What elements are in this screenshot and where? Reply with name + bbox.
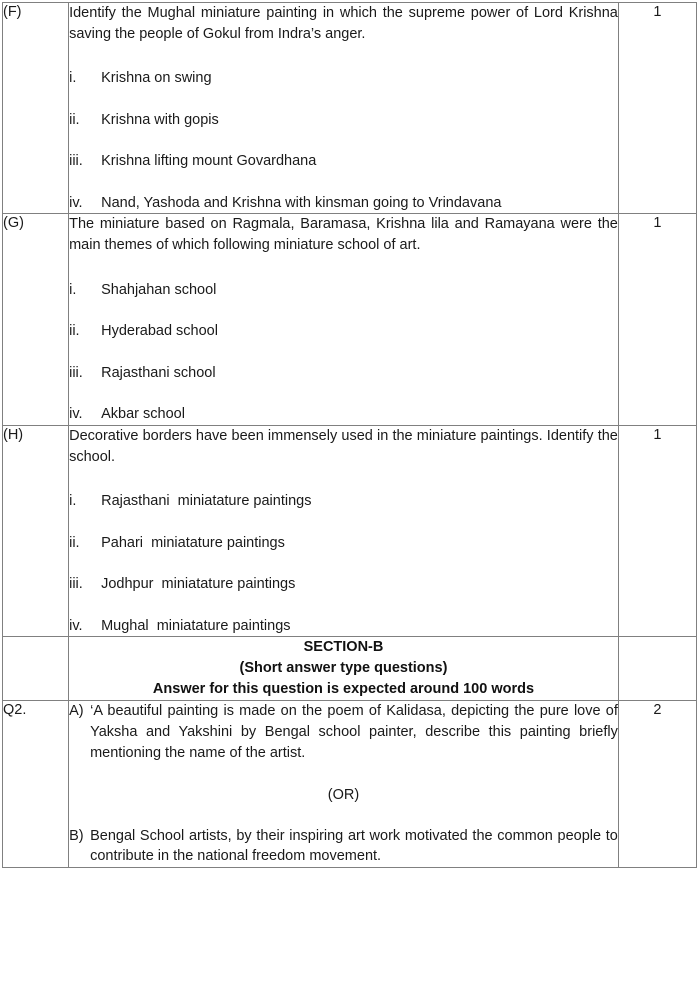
question-subpart-a <box>69 701 618 763</box>
option-text: Nand, Yashoda and Krishna with kinsman going to Vrindavana <box>101 194 502 211</box>
list-item <box>69 68 618 89</box>
question-label-h: (H) <box>3 426 24 443</box>
question-label-q2: Q2. <box>3 702 27 719</box>
table-row <box>3 3 697 214</box>
option-text: Krishna on swing <box>101 70 212 87</box>
question-label-cell-g <box>3 214 69 425</box>
section-title: SECTION-B <box>303 639 384 656</box>
option-number: i. <box>69 70 77 87</box>
question-table <box>2 2 697 868</box>
list-item <box>69 404 618 425</box>
section-subtitle: (Short answer type questions) <box>239 660 448 677</box>
question-body-cell-q2 <box>69 701 619 867</box>
question-body-cell-g <box>69 214 619 425</box>
question-subpart-b <box>69 826 618 867</box>
option-text: Hyderabad school <box>101 323 218 340</box>
option-number: iv. <box>69 406 83 423</box>
question-label-cell-f <box>3 3 69 214</box>
option-number: ii. <box>69 323 80 340</box>
marks-value: 2 <box>653 702 662 719</box>
subpart-letter: B) <box>69 827 84 844</box>
marks-cell-q2 <box>618 701 696 867</box>
list-item <box>69 574 618 595</box>
marks-cell-f <box>618 3 696 214</box>
section-instruction: Answer for this question is expected around 100 words <box>152 681 535 698</box>
list-item <box>69 491 618 512</box>
option-number: iv. <box>69 617 83 634</box>
table-row <box>3 637 697 701</box>
marks-value: 1 <box>653 4 662 20</box>
question-stem-f: Identify the Mughal miniature painting in which the supreme power of Lord Krishna saving the people of Gokul from Indra’s anger. <box>69 5 618 42</box>
option-list-f <box>69 68 618 213</box>
option-text: Akbar school <box>101 406 185 423</box>
option-list-h <box>69 491 618 636</box>
option-number: ii. <box>69 111 80 128</box>
option-text: Mughal miniatature paintings <box>101 617 291 634</box>
question-stem-g: The miniature based on Ragmala, Baramasa, Krishna lila and Ramayana were the main themes of which following miniature school of art. <box>69 216 618 254</box>
option-list-g <box>69 280 618 425</box>
section-header-label-cell <box>3 637 69 701</box>
option-text: Shahjahan school <box>101 281 217 298</box>
marks-value: 1 <box>653 426 662 443</box>
option-number: iii. <box>69 364 83 381</box>
option-text: Krishna with gopis <box>101 111 219 128</box>
option-text: Rajasthani school <box>101 364 216 381</box>
list-item <box>69 616 618 637</box>
option-number: i. <box>69 281 77 298</box>
subpart-text: Bengal School artists, by their inspiring art work motivated the common people to contribute in the national freedom movement. <box>90 827 618 865</box>
subpart-text: ‘A beautiful painting is made on the poem of Kalidasa, depicting the pure love of Yaksha and Yakshini by Bengal school painter, describe this painting briefly mentioning the name of the artist. <box>90 703 618 761</box>
option-number: iii. <box>69 576 83 593</box>
table-row <box>3 425 697 636</box>
table-row <box>3 701 697 867</box>
table-row <box>3 214 697 425</box>
section-header-cell <box>69 637 619 701</box>
marks-value: 1 <box>653 215 662 232</box>
question-stem-h: Decorative borders have been immensely used in the miniature paintings. Identify the school. <box>69 427 618 465</box>
question-label-f: (F) <box>3 4 22 20</box>
list-item <box>69 151 618 172</box>
option-number: iv. <box>69 194 83 211</box>
list-item <box>69 321 618 342</box>
question-label-cell-h <box>3 425 69 636</box>
option-number: iii. <box>69 153 83 170</box>
list-item <box>69 193 618 214</box>
option-number: ii. <box>69 534 80 551</box>
option-text: Pahari miniatature paintings <box>101 534 285 551</box>
list-item <box>69 110 618 131</box>
or-separator: (OR) <box>327 787 360 804</box>
question-label-cell-q2 <box>3 701 69 867</box>
question-body-cell-h <box>69 425 619 636</box>
list-item <box>69 280 618 301</box>
list-item <box>69 533 618 554</box>
option-number: i. <box>69 493 77 510</box>
marks-cell-h <box>618 425 696 636</box>
option-text: Krishna lifting mount Govardhana <box>101 153 317 170</box>
question-label-g: (G) <box>3 215 24 232</box>
marks-cell-g <box>618 214 696 425</box>
option-text: Jodhpur miniatature paintings <box>101 576 296 593</box>
subpart-letter: A) <box>69 703 84 720</box>
question-body-cell-f <box>69 3 619 214</box>
list-item <box>69 363 618 384</box>
section-header-marks-cell <box>618 637 696 701</box>
option-text: Rajasthani miniatature paintings <box>101 493 312 510</box>
